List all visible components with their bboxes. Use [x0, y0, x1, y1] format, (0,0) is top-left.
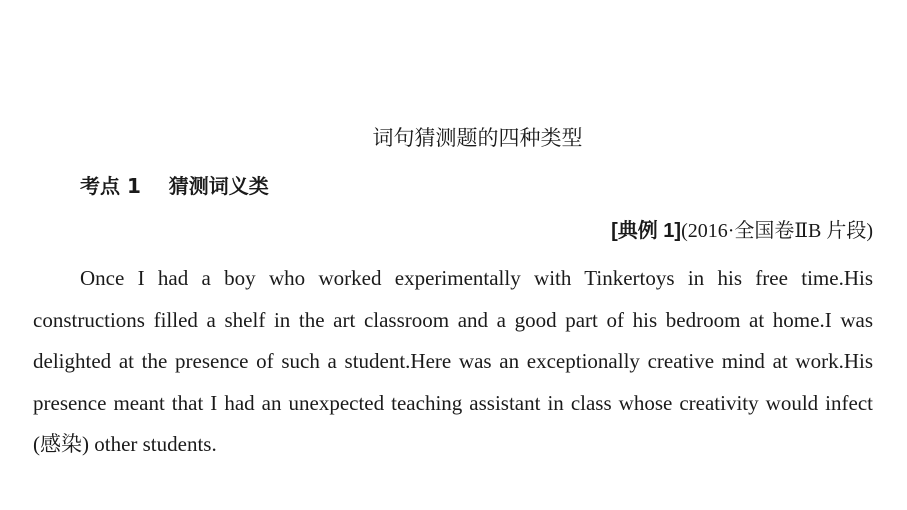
section-label: 考点 1: [80, 174, 141, 198]
example-header: [611, 217, 873, 245]
example-source: (2016·全国卷ⅡB 片段): [681, 220, 873, 242]
section-heading: [80, 172, 269, 200]
page-title: 词句猜测题的四种类型: [372, 126, 583, 150]
passage-text: Once I had a boy who worked experimentally with Tinkertoys in his free time.His constructions filled a shelf in the art classroom and a good part of his bedroom at home.I was delighted at the presence of such a student.Here was an exceptionally creative mind at work.His presence meant that I had an unexpected teaching assistant in class whose creativity would infect (感染) other students.: [33, 266, 873, 456]
section-text: 猜测词义类: [168, 174, 269, 198]
example-tag: [典例 1]: [611, 220, 682, 242]
